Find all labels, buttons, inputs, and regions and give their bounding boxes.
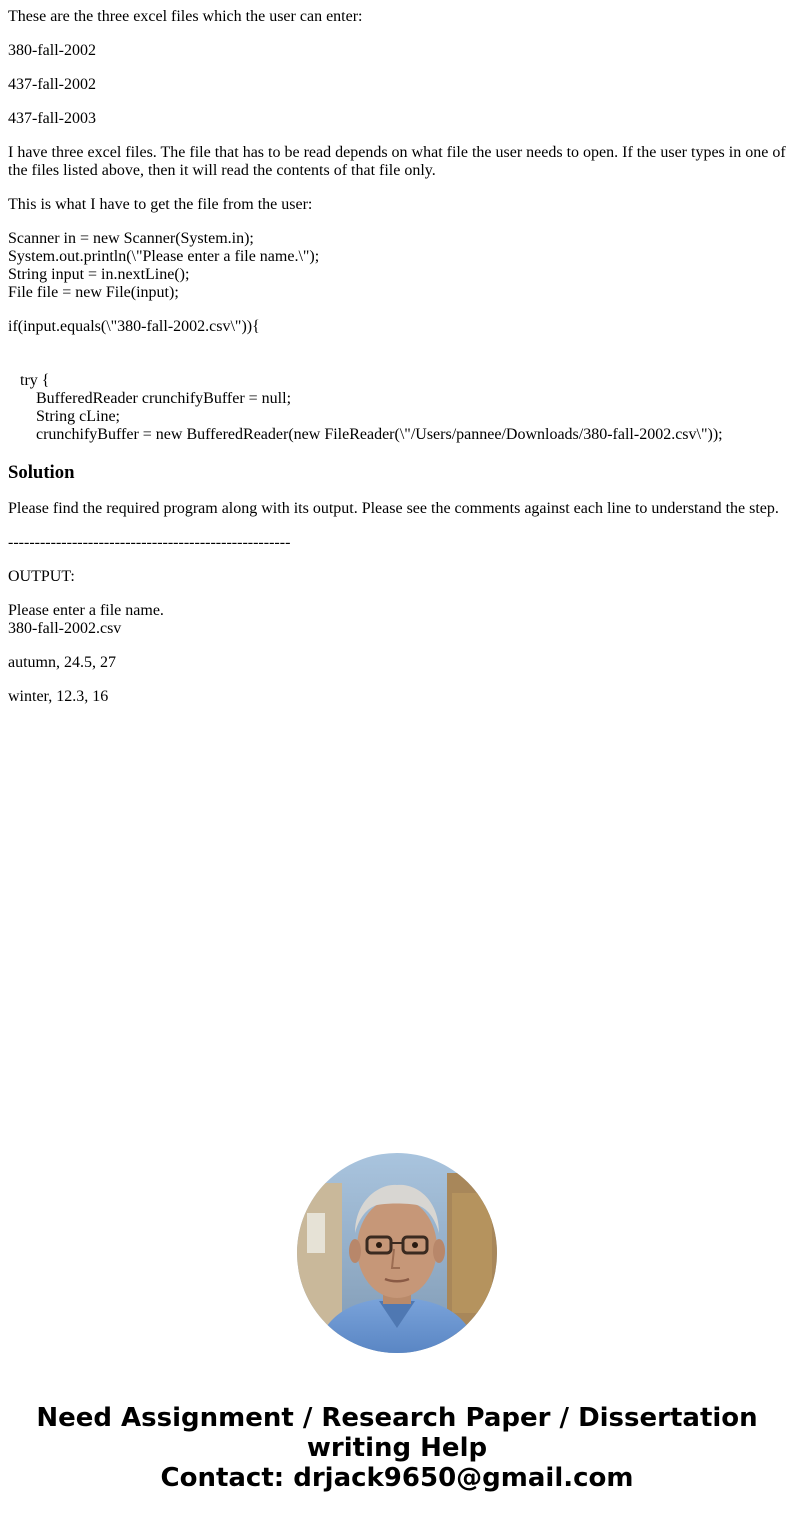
code-line: System.out.println(\"Please enter a file name.\");: [8, 248, 320, 265]
cta-contact-email: Contact: drjack9650@gmail.com: [160, 1463, 634, 1493]
code-line: String input = in.nextLine();: [8, 266, 190, 283]
output-line: 380-fall-2002.csv: [8, 620, 122, 637]
contact-banner: [0, 1403, 794, 1493]
output-block: [8, 602, 794, 638]
code-block-if: [8, 318, 794, 444]
file-name-3: 437-fall-2003: [8, 110, 96, 127]
output-line: Please enter a file name.: [8, 602, 164, 619]
code-line: Scanner in = new Scanner(System.in);: [8, 230, 254, 247]
person-photo-icon: [297, 1153, 497, 1353]
description-text: I have three excel files. The file that has to be read depends on what file the user needs to open. If the user types in one of the files listed above, then it will read the contents of that file only.: [8, 144, 786, 179]
solution-heading: Solution: [8, 462, 75, 483]
file-name-2: 437-fall-2002: [8, 76, 96, 93]
cta-line-2: writing Help: [306, 1433, 488, 1463]
code-blank-line: [8, 354, 794, 372]
code-line: try {: [8, 372, 50, 389]
result-line-2: winter, 12.3, 16: [8, 688, 109, 705]
intro-text: These are the three excel files which the user can enter:: [8, 8, 363, 25]
code-line: BufferedReader crunchifyBuffer = null;: [8, 390, 292, 407]
solution-text: Please find the required program along with its output. Please see the comments against each line to understand the step.: [8, 500, 779, 517]
document-body: [8, 0, 794, 722]
code-intro-text: This is what I have to get the file from the user:: [8, 196, 313, 213]
code-block-scanner: [8, 230, 794, 302]
code-line: String cLine;: [8, 408, 120, 425]
code-blank-line: [8, 336, 794, 354]
result-line-1: autumn, 24.5, 27: [8, 654, 116, 671]
author-avatar: [297, 1153, 497, 1353]
divider-text: -----------------------------------------------------: [8, 534, 291, 551]
code-line: File file = new File(input);: [8, 284, 179, 301]
output-label: OUTPUT:: [8, 568, 75, 585]
code-line: if(input.equals(\"380-fall-2002.csv\")){: [8, 318, 260, 335]
file-name-1: 380-fall-2002: [8, 42, 96, 59]
code-line: crunchifyBuffer = new BufferedReader(new FileReader(\"/Users/pannee/Downloads/380-fall-2002.csv\"));: [8, 426, 723, 443]
cta-line-1: Need Assignment / Research Paper / Dissertation: [36, 1403, 758, 1433]
